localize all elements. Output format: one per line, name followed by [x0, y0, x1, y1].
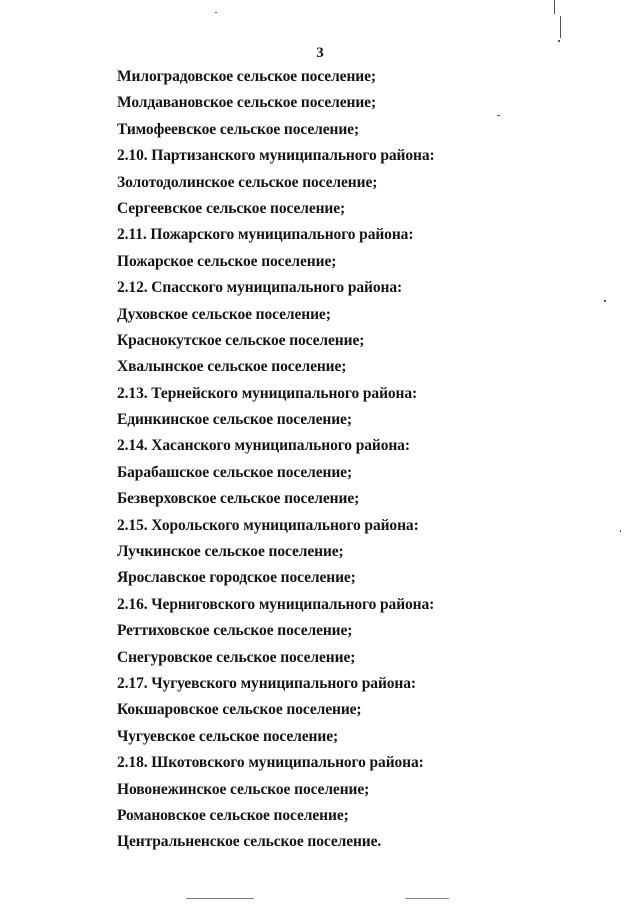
scan-artifact — [604, 300, 606, 302]
settlement-line: Хвалынское сельское поселение; — [117, 358, 347, 376]
district-heading: 2.14. Хасанского муниципального района: — [117, 437, 410, 455]
settlement-line: Единкинское сельское поселение; — [117, 411, 352, 429]
settlement-line: Пожарское сельское поселение; — [117, 252, 337, 270]
district-heading: 2.16. Черниговского муниципального района: — [117, 595, 435, 613]
settlement-line: Реттиховское сельское поселение; — [117, 622, 353, 640]
settlement-line: Золотодолинское сельское поселение; — [117, 173, 378, 191]
scan-artifact — [554, 0, 555, 14]
settlement-line: Снегуровское сельское поселение; — [117, 648, 356, 666]
district-heading: 2.12. Спасского муниципального района: — [117, 279, 403, 297]
district-heading: 2.17. Чугуевского муниципального района: — [117, 674, 416, 692]
settlement-line: Милоградовское сельское поселение; — [117, 68, 376, 85]
settlement-line: Молдавановское сельское поселение; — [117, 94, 377, 112]
settlement-line: Ярославское городское поселение; — [117, 569, 356, 587]
scan-artifact — [620, 530, 621, 532]
settlement-line: Романовское сельское поселение; — [117, 806, 349, 824]
settlement-line: Чугуевское сельское поселение; — [117, 727, 339, 745]
district-heading: 2.13. Тернейского муниципального района: — [117, 384, 418, 402]
district-heading: 2.15. Хорольского муниципального района: — [117, 516, 419, 534]
scan-artifact — [558, 40, 560, 42]
settlement-line: Центральненское сельское поселение. — [117, 833, 382, 851]
settlement-line: Новонежинское сельское поселение; — [117, 780, 370, 798]
settlement-line: Сергеевское сельское поселение; — [117, 199, 346, 217]
scan-artifact — [215, 12, 217, 13]
scan-artifact — [405, 898, 449, 899]
district-heading: 2.11. Пожарского муниципального района: — [117, 226, 414, 244]
scan-artifact — [186, 898, 254, 899]
page-number: 3 — [316, 45, 324, 61]
settlement-line: Барабашское сельское поселение; — [117, 463, 353, 481]
district-heading: 2.18. Шкотовского муниципального района: — [117, 754, 424, 772]
settlement-line: Безверховское сельское поселение; — [117, 490, 360, 508]
scan-artifact — [497, 115, 500, 116]
settlement-line: Лучкинское сельское поселение; — [117, 543, 344, 561]
document-body — [117, 64, 600, 856]
scan-artifact — [560, 16, 561, 38]
settlement-line: Духовское сельское поселение; — [117, 305, 331, 323]
settlement-line: Краснокутское сельское поселение; — [117, 331, 365, 349]
settlement-line: Кокшаровское сельское поселение; — [117, 701, 362, 719]
settlement-line: Тимофеевское сельское поселение; — [117, 120, 359, 138]
district-heading: 2.10. Партизанского муниципального района: — [117, 147, 435, 165]
